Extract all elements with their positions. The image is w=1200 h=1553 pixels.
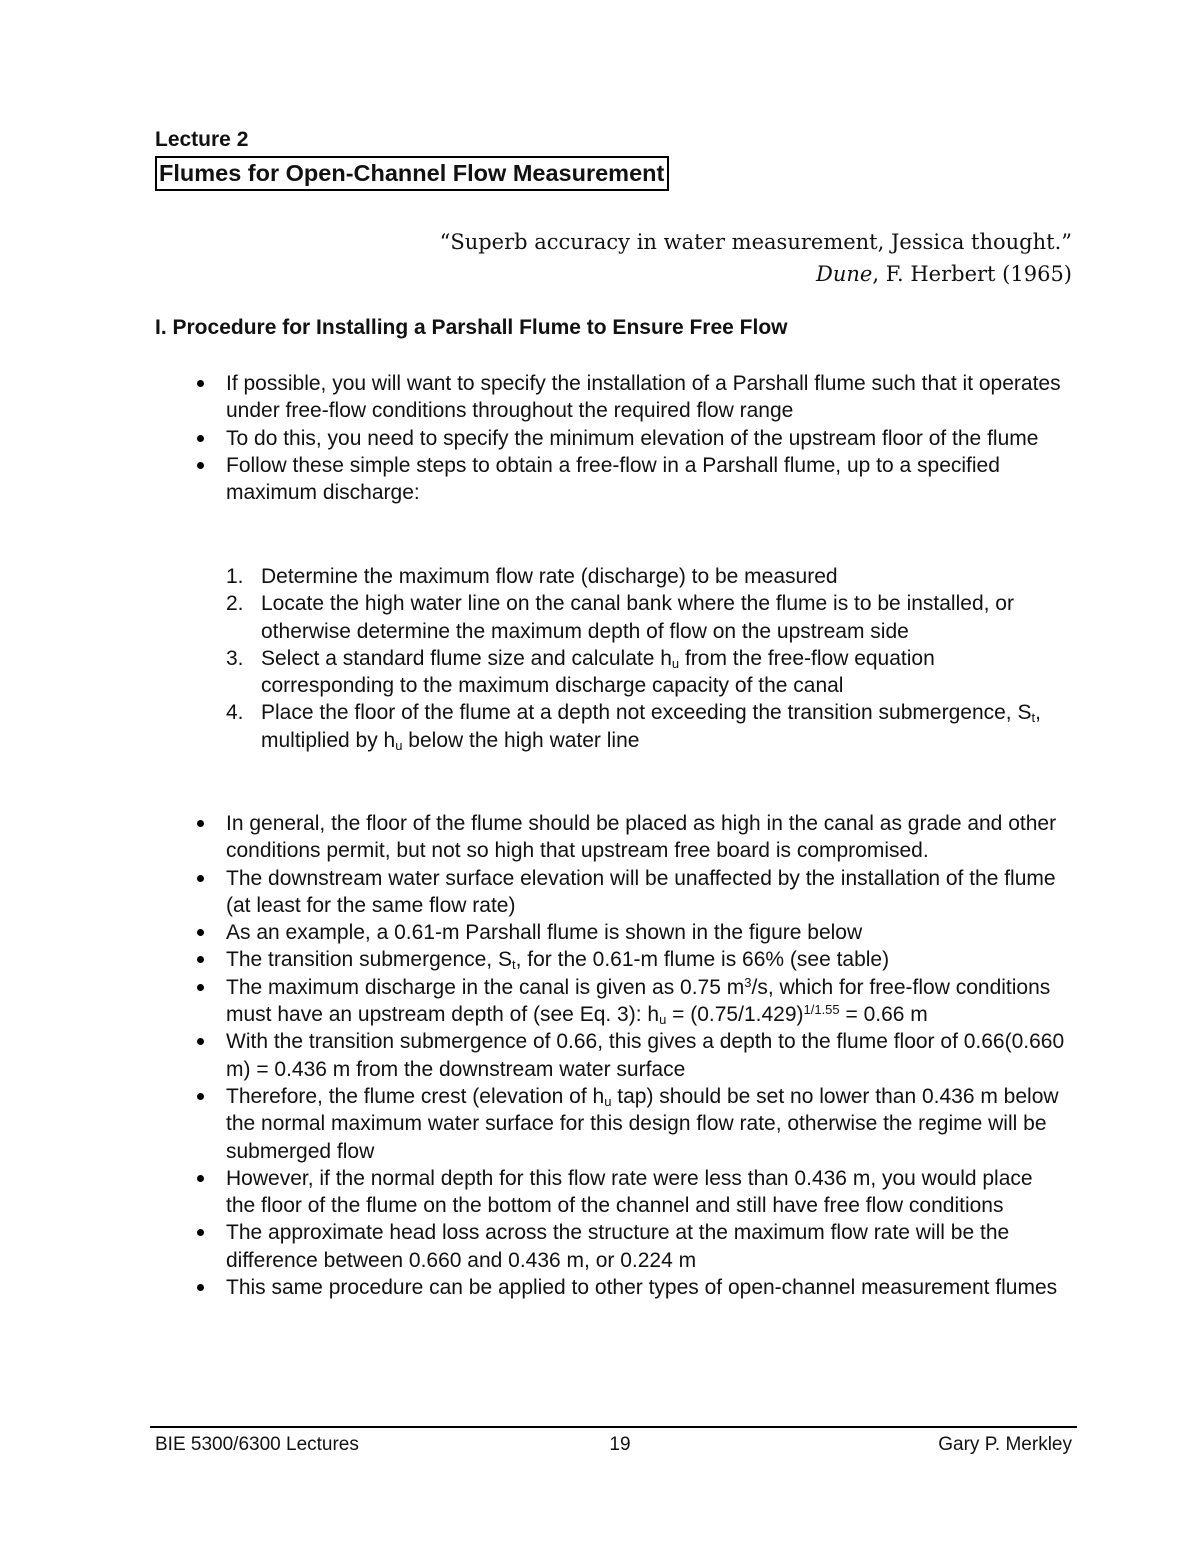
bullet-icon (197, 462, 204, 469)
list-item (226, 974, 1066, 1029)
bullet-icon (197, 984, 204, 991)
bullet-icon (197, 1229, 204, 1236)
list-item-text: Therefore, the flume crest (elevation of $h_u$ tap) should be set no lower than 0.436 m below the normal maximum water surface for this design flow rate, otherwise the regime will be submerged flow (226, 1084, 1059, 1163)
list-item (226, 425, 1066, 452)
step-number: 4. (226, 701, 244, 725)
bullet-icon (197, 435, 204, 442)
epigraph (440, 226, 1072, 290)
list-item-text: The approximate head loss across the structure at the maximum flow rate will be the difference between 0.660 and 0.436 m, or 0.224 m (226, 1221, 1010, 1272)
epigraph-source (440, 258, 1072, 290)
list-item (226, 370, 1066, 425)
bullet-icon (197, 875, 204, 882)
numbered-steps (226, 563, 1061, 754)
list-item (226, 452, 1066, 507)
epigraph-source-author: , F. Herbert (1965) (872, 262, 1072, 286)
list-item (226, 1028, 1066, 1083)
list-item (226, 1083, 1066, 1165)
list-item (226, 919, 1066, 946)
page-number: 19 (609, 1434, 631, 1455)
list-item (226, 946, 1066, 973)
list-item-text: To do this, you need to specify the minimum elevation of the upstream floor of the flume (226, 426, 1039, 450)
epigraph-quote: “Superb accuracy in water measurement, Jessica thought.” (439, 230, 1072, 254)
bullet-icon (197, 1284, 204, 1291)
lecture-number: Lecture 2 (155, 128, 249, 151)
step-number: 1. (226, 565, 244, 588)
page-title: Flumes for Open-Channel Flow Measurement (155, 156, 669, 191)
step-text: Determine the maximum flow rate (discharge) to be measured (261, 565, 838, 588)
list-item-text: However, if the normal depth for this flow rate were less than 0.436 m, you would place the floor of the flume on the bottom of the channel and still have free flow conditions (226, 1166, 1033, 1218)
step-item (226, 563, 1061, 590)
list-item-text: With the transition submergence of 0.66, this gives a depth to the flume floor of 0.66(0.660 m) = 0.436 m from the downstream water surface (226, 1030, 1065, 1081)
list-item (226, 810, 1066, 865)
list-item (226, 1274, 1066, 1301)
step-text: Select a standard flume size and calculate $h_u$ from the free-flow equation corresponding to the maximum discharge capacity of the canal (261, 646, 935, 698)
bullet-icon (197, 956, 204, 963)
list-item-text: If possible, you will want to specify the installation of a Parshall flume such that it operates under free-flow conditions throughout the required flow range (226, 372, 1061, 423)
step-text: Place the floor of the flume at a depth not exceeding the transition submergence, $S_t$, multiplied by $h_u$ below the high water line (261, 701, 1041, 753)
step-number: 2. (226, 592, 244, 616)
list-item-text: In general, the floor of the flume should be placed as high in the canal as grade and other conditions permit, but not so high that upstream free board is compromised. (226, 812, 1057, 863)
bullet-icon (197, 1038, 204, 1045)
step-item (226, 645, 1061, 700)
list-item-text: As an example, a 0.61-m Parshall flume is shown in the figure below (226, 921, 863, 945)
bullet-icon (197, 1175, 204, 1182)
list-item-text: The downstream water surface elevation will be unaffected by the installation of the flume (at least for the same flow rate) (226, 866, 1056, 917)
list-item (226, 865, 1066, 920)
bullet-icon (197, 929, 204, 936)
list-item-text: The maximum discharge in the canal is given as 0.75 $m^3/s$, which for free-flow conditions must have an upstream depth of (see Eq. 3): $h_u = (0.75/1.429)^{1/1.55} = 0.66$ m (226, 974, 1051, 1028)
list-item-text: Follow these simple steps to obtain a free-flow in a Parshall flume, up to a specified maximum discharge: (226, 453, 1000, 505)
step-item (226, 699, 1061, 754)
footer-divider (150, 1426, 1077, 1428)
list-item (226, 1165, 1066, 1220)
bullet-icon (197, 820, 204, 827)
section-heading: I. Procedure for Installing a Parshall Flume to Ensure Free Flow (155, 316, 788, 339)
list-item-text: This same procedure can be applied to other types of open-channel measurement flumes (226, 1276, 1058, 1300)
list-item-text: The transition submergence, $S_t$, for the 0.61-m flume is 66% (see table) (226, 948, 890, 973)
footer-author: Gary P. Merkley (938, 1434, 1072, 1455)
step-item (226, 590, 1061, 645)
step-number: 3. (226, 646, 244, 670)
list-item (226, 1219, 1066, 1274)
epigraph-source-title: Dune (816, 262, 873, 286)
step-text: Locate the high water line on the canal bank where the flume is to be installed, or otherwise determine the maximum depth of flow on the upstream side (261, 592, 1014, 643)
bullet-icon (197, 1093, 204, 1100)
bullet-list-top (226, 370, 1066, 506)
footer-course: BIE 5300/6300 Lectures (155, 1434, 359, 1455)
bullet-icon (197, 380, 204, 387)
bullet-list-bottom (226, 810, 1066, 1301)
